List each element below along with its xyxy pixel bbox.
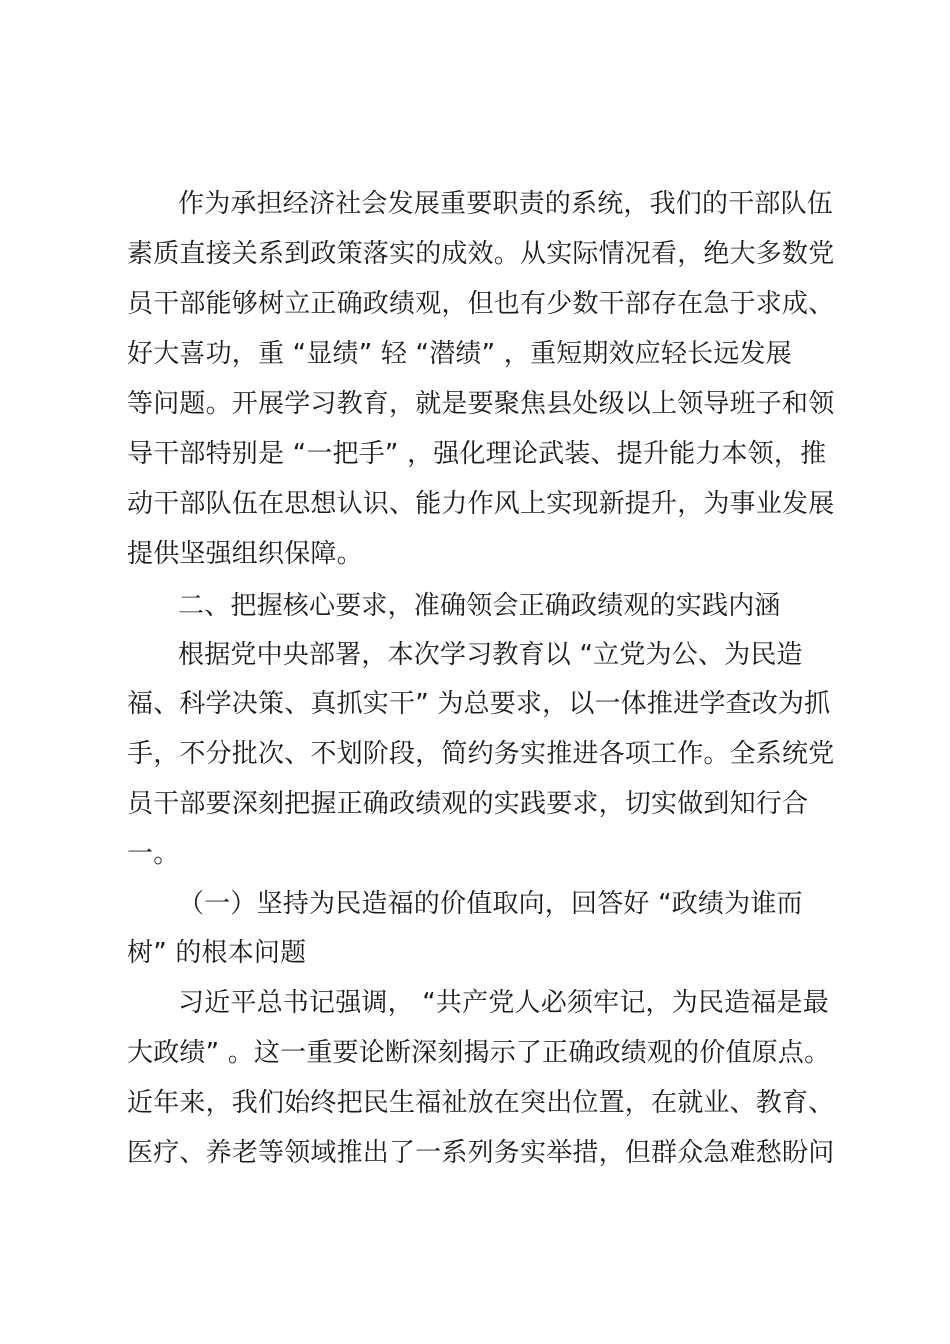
paragraph-line: 医疗、养老等领域推出了一系列务实举措，但群众急难愁盼问 [127,1138,835,1168]
paragraph-line: 导干部特别是 “一把手” ，强化理论武装、提升能力本领，推 [127,439,827,469]
paragraph-line: 福、科学决策、真抓实干” 为总要求，以一体推进学查改为抓 [127,689,831,719]
paragraph-line: 员干部能够树立正确政绩观，但也有少数干部存在急于求成、 [127,289,835,319]
paragraph-line: 根据党中央部署，本次学习教育以 “立党为公、为民造 [178,640,803,670]
paragraph-line: 动干部队伍在思想认识、能力作风上实现新提升，为事业发展 [127,489,835,519]
paragraph-line: 习近平总书记强调， “共产党人必须牢记，为民造福是最 [178,988,829,1018]
paragraph-line: 员干部要深刻把握正确政绩观的实践要求，切实做到知行合 [127,789,809,819]
subsection-heading-continued: 树” 的根本问题 [127,938,307,968]
paragraph-line: 等问题。开展学习教育，就是要聚焦县处级以上领导班子和领 [127,389,835,419]
paragraph-line: 一。 [127,839,180,869]
section-heading: 二、把握核心要求，准确领会正确政绩观的实践内涵 [178,591,781,621]
paragraph-line: 手，不分批次、不划阶段，简约务实推进各项工作。全系统党 [127,739,835,769]
paragraph-line: 素质直接关系到政策落实的成效。从实际情况看，绝大多数党 [127,239,835,269]
paragraph-line: 近年来，我们始终把民生福祉放在突出位置，在就业、教育、 [127,1088,835,1118]
subsection-heading: （一）坚持为民造福的价值取向，回答好 “政绩为谁而 [178,889,803,919]
paragraph-line: 提供坚强组织保障。 [127,539,363,569]
paragraph-line: 大政绩” 。这一重要论断深刻揭示了正确政绩观的价值原点。 [127,1038,831,1068]
paragraph-line: 好大喜功，重 “显绩” 轻 “潜绩” ，重短期效应轻长远发展 [127,339,792,369]
paragraph-line: 作为承担经济社会发展重要职责的系统，我们的干部队伍 [178,189,834,219]
